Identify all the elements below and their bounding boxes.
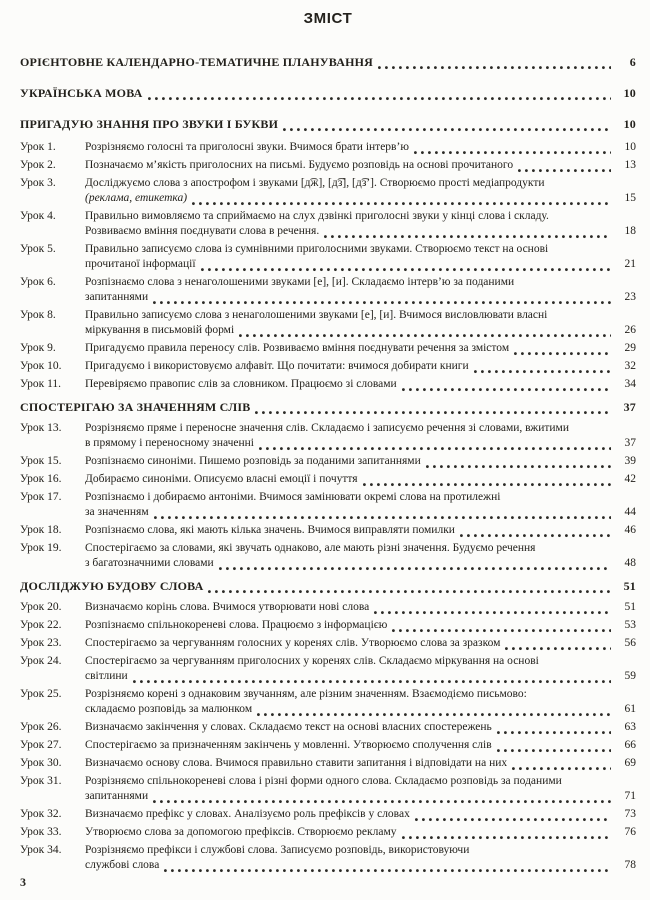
lesson-number-label: Урок 17. [20, 491, 62, 503]
entry-line [85, 738, 636, 753]
entry-text: складаємо розповідь за малюнком [85, 703, 253, 715]
toc-section-entry [20, 117, 636, 132]
dot-leader [154, 507, 611, 520]
dot-leader [497, 722, 611, 735]
entry-line [85, 191, 636, 206]
entry-page-number: 23 [624, 291, 636, 303]
entry-text: запитаннями [85, 790, 149, 802]
entry-text: Правильно вимовляємо та сприймаємо на слух дзвінкі приголосні звуки у кінці слова і складу. [85, 210, 549, 222]
entry-page-number: 6 [629, 55, 636, 69]
dot-leader [378, 57, 611, 70]
lesson-number-label: Урок 26. [20, 721, 62, 733]
dot-leader [153, 791, 611, 804]
entry-text: в прямому і переносному значенні [85, 437, 255, 449]
entry-text: Пригадуємо і використовуємо алфавіт. Що почитати: вчимося добирати книги [85, 360, 469, 372]
toc-lesson-entry [20, 541, 636, 571]
entry-page-number: 32 [624, 360, 636, 372]
entry-body [85, 359, 636, 374]
entry-text: Розрізняємо голосні та приголосні звуки. Вчимося брати інтерв’ю [85, 141, 409, 153]
entry-page-number: 13 [624, 159, 636, 171]
dot-leader [497, 740, 611, 753]
entry-text: Визначаємо закінчення у словах. Складаємо текст на основі власних спостережень [85, 721, 492, 733]
entry-body [20, 86, 636, 101]
dot-leader [255, 402, 611, 415]
dot-leader [148, 88, 611, 101]
entry-text: за значенням [85, 506, 149, 518]
entry-line [85, 523, 636, 538]
entry-page-number: 56 [624, 637, 636, 649]
entry-line [85, 789, 636, 804]
lesson-number-label: Урок 23. [20, 637, 62, 649]
entry-page-number: 78 [624, 859, 636, 871]
dot-leader [518, 160, 611, 173]
entry-line [85, 359, 636, 374]
lesson-number-label: Урок 1. [20, 141, 56, 153]
toc-lesson-entry [20, 275, 636, 305]
entry-page-number: 26 [624, 324, 636, 336]
lesson-number-label: Урок 22. [20, 619, 62, 631]
dot-leader [474, 361, 611, 374]
dot-leader [164, 860, 611, 873]
entry-page-number: 59 [624, 670, 636, 682]
entry-text: ОРІЄНТОВНЕ КАЛЕНДАРНО-ТЕМАТИЧНЕ ПЛАНУВАННЯ [20, 55, 374, 69]
entry-body [20, 400, 636, 415]
entry-text: Розрізняємо спільнокореневі слова і різні форми одного слова. Складаємо розповідь за поданими [85, 775, 562, 787]
entry-page-number: 61 [624, 703, 636, 715]
dot-leader [208, 581, 611, 594]
lesson-number-label: Урок 9. [20, 342, 56, 354]
entry-page-number: 42 [624, 473, 636, 485]
entry-text: Досліджуємо слова з апострофом і звуками [д͡ж], [д͡з], [д͡з’]. Створюємо прості медіапродукти [85, 177, 545, 189]
dot-leader [415, 809, 611, 822]
entry-text: ДОСЛІДЖУЮ БУДОВУ СЛОВА [20, 579, 204, 593]
page-title: ЗМІСТ [303, 10, 353, 27]
entry-text: Розпізнаємо і добираємо антоніми. Вчимося замінювати окремі слова на протилежні [85, 491, 501, 503]
entry-page-number: 53 [624, 619, 636, 631]
entry-page-number: 44 [624, 506, 636, 518]
entry-line [20, 55, 636, 70]
lesson-number-label: Урок 34. [20, 844, 62, 856]
entry-page-number: 73 [624, 808, 636, 820]
entry-line [85, 654, 636, 669]
toc-section-entry [20, 55, 636, 70]
dot-leader [259, 438, 611, 451]
entry-body [85, 490, 636, 520]
entry-line [85, 756, 636, 771]
entry-body [85, 654, 636, 684]
dot-leader [133, 671, 611, 684]
lesson-number-label: Урок 13. [20, 422, 62, 434]
lesson-number-label: Урок 33. [20, 826, 62, 838]
toc-lesson-entry [20, 738, 636, 753]
toc-lesson-entry [20, 242, 636, 272]
entry-text: Розвиваємо вміння поєднувати слова в речення. [85, 225, 320, 237]
entry-page-number: 63 [624, 721, 636, 733]
entry-body [85, 807, 636, 822]
entry-page-number: 46 [624, 524, 636, 536]
toc-lesson-entry [20, 618, 636, 633]
lesson-number-label: Урок 10. [20, 360, 62, 372]
lesson-number-label: Урок 20. [20, 601, 62, 613]
entry-text: ПРИГАДУЮ ЗНАННЯ ПРО ЗВУКИ І БУКВИ [20, 117, 279, 131]
entry-page-number: 51 [623, 579, 636, 593]
toc-lesson-entry [20, 377, 636, 392]
entry-body [85, 242, 636, 272]
entry-line [85, 242, 636, 257]
toc-section-entry [20, 86, 636, 101]
entry-text: (реклама, етикетка) [85, 192, 188, 204]
entry-page-number: 10 [623, 117, 636, 131]
entry-body [85, 209, 636, 239]
entry-page-number: 69 [624, 757, 636, 769]
entry-text: Розпізнаємо синоніми. Пишемо розповідь за поданими запитаннями [85, 455, 421, 467]
entry-line [20, 579, 636, 594]
lesson-number-label: Урок 5. [20, 243, 56, 255]
entry-body [85, 738, 636, 753]
entry-line [85, 176, 636, 191]
dot-leader [402, 827, 612, 840]
entry-text: Розпізнаємо слова, які мають кілька значень. Вчимося виправляти помилки [85, 524, 455, 536]
toc-lesson-entry [20, 523, 636, 538]
toc-lesson-entry [20, 843, 636, 873]
entry-text: Розрізняємо корені з однаковим звучанням, але різним значенням. Взаємодіємо письмово: [85, 688, 527, 700]
entry-line [85, 618, 636, 633]
entry-line [85, 323, 636, 338]
entry-page-number: 66 [624, 739, 636, 751]
entry-text: з багатозначними словами [85, 557, 214, 569]
entry-line [85, 308, 636, 323]
entry-line [85, 505, 636, 520]
entry-body [85, 158, 636, 173]
dot-leader [374, 602, 611, 615]
dot-leader [192, 193, 611, 206]
entry-line [20, 117, 636, 132]
entry-text: Добираємо синоніми. Описуємо власні емоції і почуття [85, 473, 358, 485]
lesson-number-label: Урок 15. [20, 455, 62, 467]
dot-leader [414, 142, 611, 155]
entry-text: міркування в письмовій формі [85, 324, 235, 336]
toc-lesson-entry [20, 454, 636, 469]
entry-line [85, 158, 636, 173]
entry-line [85, 140, 636, 155]
entry-line [85, 858, 636, 873]
entry-body [85, 308, 636, 338]
dot-leader [153, 292, 611, 305]
toc-lesson-entry [20, 756, 636, 771]
toc-lesson-entry [20, 687, 636, 717]
entry-line [85, 720, 636, 735]
dot-leader [219, 558, 611, 571]
entry-line [85, 224, 636, 239]
toc-lesson-entry [20, 654, 636, 684]
dot-leader [512, 758, 611, 771]
entry-body [20, 55, 636, 70]
entry-text: запитаннями [85, 291, 149, 303]
toc-lesson-entry [20, 359, 636, 374]
entry-page-number: 39 [624, 455, 636, 467]
entry-line [85, 843, 636, 858]
entry-line [85, 341, 636, 356]
toc-lesson-entry [20, 720, 636, 735]
lesson-number-label: Урок 4. [20, 210, 56, 222]
entry-text: прочитаної інформації [85, 258, 196, 270]
toc-section-entry [20, 579, 636, 594]
entry-text: СПОСТЕРІГАЮ ЗА ЗНАЧЕННЯМ СЛІВ [20, 400, 251, 414]
dot-leader [505, 638, 611, 651]
entry-text: УКРАЇНСЬКА МОВА [20, 86, 143, 100]
lesson-number-label: Урок 2. [20, 159, 56, 171]
entry-text: Спостерігаємо за призначенням закінчень у мовленні. Утворюємо сполучення слів [85, 739, 492, 751]
entry-page-number: 21 [624, 258, 636, 270]
entry-text: Правильно записуємо слова з ненаголошеними звуками [е], [и]. Вчимося висловлювати власні [85, 309, 548, 321]
entry-page-number: 48 [624, 557, 636, 569]
toc-list [20, 47, 636, 876]
entry-text: Спостерігаємо за словами, які звучать однаково, але мають різні значення. Будуємо речення [85, 542, 536, 554]
toc-lesson-entry [20, 600, 636, 615]
entry-line [85, 377, 636, 392]
entry-text: Розрізняємо пряме і переносне значення слів. Складаємо і записуємо речення зі словами, вжитими [85, 422, 569, 434]
lesson-number-label: Урок 6. [20, 276, 56, 288]
footer-page-number: 3 [20, 875, 26, 889]
toc-lesson-entry [20, 308, 636, 338]
dot-leader [239, 325, 611, 338]
entry-body [85, 687, 636, 717]
dot-leader [426, 456, 611, 469]
entry-line [85, 636, 636, 651]
entry-line [85, 600, 636, 615]
lesson-number-label: Урок 11. [20, 378, 62, 390]
dot-leader [460, 525, 611, 538]
entry-body [85, 275, 636, 305]
entry-body [85, 176, 636, 206]
toc-lesson-entry [20, 158, 636, 173]
lesson-number-label: Урок 27. [20, 739, 62, 751]
entry-body [20, 117, 636, 132]
entry-line [85, 472, 636, 487]
entry-page-number: 15 [624, 192, 636, 204]
entry-body [85, 825, 636, 840]
entry-body [85, 341, 636, 356]
toc-lesson-entry [20, 472, 636, 487]
entry-line [85, 257, 636, 272]
entry-text: Спостерігаємо за чергуванням приголосних у коренях слів. Складаємо міркування на основі [85, 655, 539, 667]
lesson-number-label: Урок 32. [20, 808, 62, 820]
entry-page-number: 71 [624, 790, 636, 802]
toc-lesson-entry [20, 807, 636, 822]
entry-page-number: 51 [624, 601, 636, 613]
dot-leader [402, 379, 611, 392]
entry-text: Позначаємо м’якість приголосних на письмі. Будуємо розповідь на основі прочитаного [85, 159, 514, 171]
entry-body [85, 720, 636, 735]
entry-line [85, 421, 636, 436]
entry-body [85, 843, 636, 873]
entry-line [85, 209, 636, 224]
entry-page-number: 37 [623, 400, 636, 414]
entry-line [85, 436, 636, 451]
entry-line [85, 290, 636, 305]
entry-text: Визначаємо корінь слова. Вчимося утворювати нові слова [85, 601, 370, 613]
toc-lesson-entry [20, 341, 636, 356]
dot-leader [201, 259, 611, 272]
entry-line [20, 400, 636, 415]
dot-leader [514, 343, 611, 356]
entry-line [85, 454, 636, 469]
lesson-number-label: Урок 19. [20, 542, 62, 554]
dot-leader [283, 119, 611, 132]
entry-text: Визначаємо основу слова. Вчимося правильно ставити запитання і відповідати на них [85, 757, 508, 769]
entry-body [85, 600, 636, 615]
entry-line [85, 807, 636, 822]
entry-body [85, 618, 636, 633]
entry-text: Розпізнаємо спільнокореневі слова. Працюємо з інформацією [85, 619, 388, 631]
entry-body [85, 140, 636, 155]
entry-body [85, 756, 636, 771]
entry-line [85, 774, 636, 789]
entry-line [20, 86, 636, 101]
lesson-number-label: Урок 24. [20, 655, 62, 667]
toc-lesson-entry [20, 490, 636, 520]
entry-line [85, 490, 636, 505]
toc-lesson-entry [20, 774, 636, 804]
entry-body [85, 774, 636, 804]
lesson-number-label: Урок 18. [20, 524, 62, 536]
entry-line [85, 825, 636, 840]
entry-text: Правильно записуємо слова із сумнівними приголосними звуками. Створюємо текст на основі [85, 243, 549, 255]
entry-page-number: 76 [624, 826, 636, 838]
toc-lesson-entry [20, 209, 636, 239]
entry-text: світлини [85, 670, 128, 682]
entry-page-number: 29 [624, 342, 636, 354]
entry-body [85, 636, 636, 651]
dot-leader [363, 474, 611, 487]
lesson-number-label: Урок 31. [20, 775, 62, 787]
entry-page-number: 10 [623, 86, 636, 100]
entry-page-number: 18 [624, 225, 636, 237]
entry-body [20, 579, 636, 594]
dot-leader [324, 226, 611, 239]
entry-body [85, 377, 636, 392]
entry-line [85, 687, 636, 702]
toc-lesson-entry [20, 176, 636, 206]
toc-lesson-entry [20, 636, 636, 651]
entry-body [85, 523, 636, 538]
lesson-number-label: Урок 30. [20, 757, 62, 769]
entry-body [85, 421, 636, 451]
entry-text: Розрізняємо префікси і службові слова. Записуємо розповідь, використовуючи [85, 844, 470, 856]
lesson-number-label: Урок 25. [20, 688, 62, 700]
toc-lesson-entry [20, 140, 636, 155]
entry-line [85, 669, 636, 684]
entry-page-number: 34 [624, 378, 636, 390]
entry-text: Пригадуємо правила переносу слів. Розвиваємо вміння поєднувати речення за змістом [85, 342, 510, 354]
entry-text: Спостерігаємо за чергуванням голосних у коренях слів. Утворюємо слова за зразком [85, 637, 501, 649]
entry-line [85, 541, 636, 556]
lesson-number-label: Урок 3. [20, 177, 56, 189]
lesson-number-label: Урок 16. [20, 473, 62, 485]
toc-section-entry [20, 400, 636, 415]
entry-line [85, 702, 636, 717]
entry-body [85, 454, 636, 469]
entry-text: Розпізнаємо слова з ненаголошеними звуками [е], [и]. Складаємо інтерв’ю за поданими [85, 276, 515, 288]
toc-lesson-entry [20, 825, 636, 840]
entry-text: Перевіряємо правопис слів за словником. Працюємо зі словами [85, 378, 397, 390]
entry-line [85, 556, 636, 571]
lesson-number-label: Урок 8. [20, 309, 56, 321]
dot-leader [392, 620, 611, 633]
toc-lesson-entry [20, 421, 636, 451]
entry-page-number: 10 [624, 141, 636, 153]
dot-leader [257, 704, 611, 717]
entry-body [85, 541, 636, 571]
entry-line [85, 275, 636, 290]
entry-text: Утворюємо слова за допомогою префіксів. Створюємо рекламу [85, 826, 397, 838]
entry-body [85, 472, 636, 487]
entry-text: Визначаємо префікс у словах. Аналізуємо роль префіксів у словах [85, 808, 410, 820]
entry-page-number: 37 [624, 437, 636, 449]
entry-text: службові слова [85, 859, 160, 871]
